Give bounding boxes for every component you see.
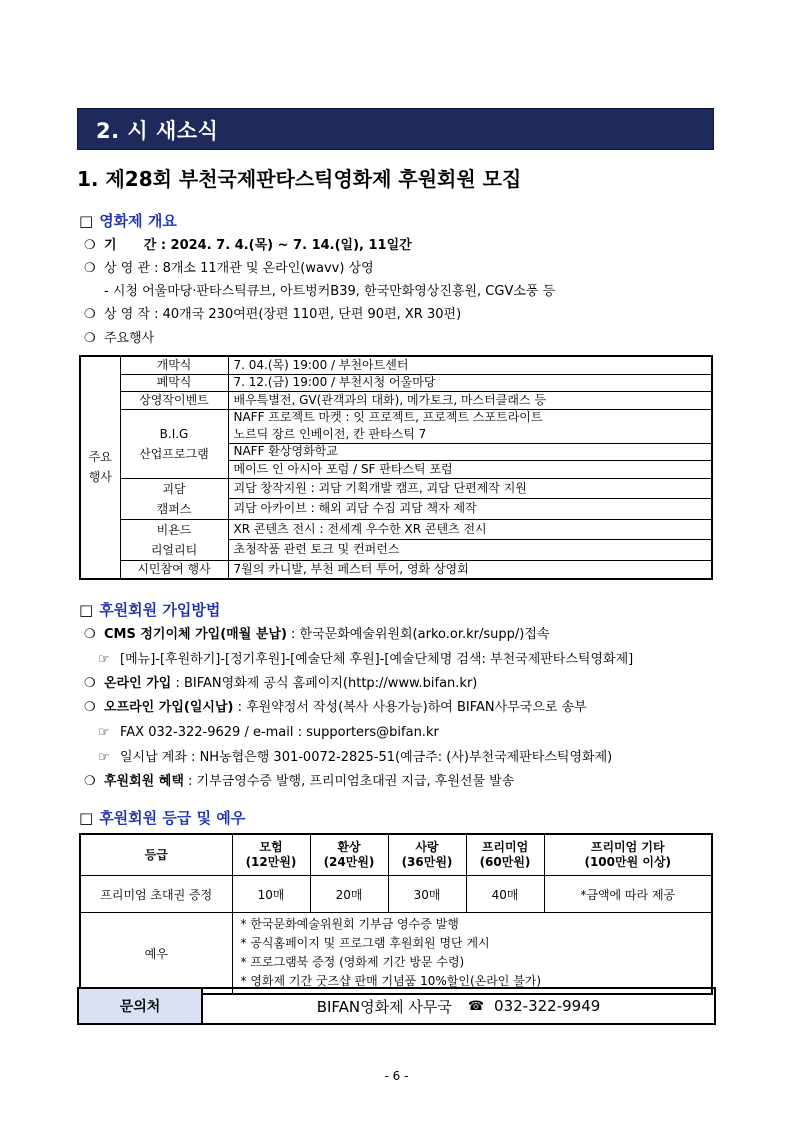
event-name: 개막식 <box>120 356 228 374</box>
event-detail: 노르딕 장르 인베이전, 칸 판타스틱 7 <box>228 426 712 443</box>
event-name <box>120 409 228 478</box>
row-label: 프리미엄 초대권 증정 <box>80 876 232 913</box>
table-row <box>80 560 712 579</box>
row-label: 예우 <box>80 913 232 995</box>
online-line: ❍ 온라인 가입 : BIFAN영화제 공식 홈페이지(http://www.bifan.kr) <box>84 676 478 691</box>
grade-name: 프리미엄 기타 <box>590 840 665 854</box>
event-name-line: 비욘드 <box>156 522 192 537</box>
table-cell: 40매 <box>466 876 544 913</box>
event-name: 상영작이벤트 <box>120 392 228 410</box>
grade-price: (12만원) <box>245 855 297 869</box>
event-name: 시민참여 행사 <box>120 560 228 579</box>
event-name-line: 캠퍼스 <box>156 501 192 516</box>
circle-bullet-icon: ❍ <box>84 774 96 789</box>
perks-cell <box>232 913 712 995</box>
event-name-line: 리얼리티 <box>150 542 198 557</box>
venue-line: ❍ 상 영 관 : 8개소 11개관 및 온라인(wavv) 상영 <box>84 261 374 276</box>
circle-bullet-icon: ❍ <box>84 627 96 642</box>
benefit-line: ❍ 후원회원 혜택 : 기부금영수증 발행, 프리미엄초대권 지급, 후원선물 발송 <box>84 774 515 789</box>
grade-price: (36만원) <box>401 855 453 869</box>
table-row <box>80 392 712 410</box>
perk-item: * 한국문화예술위원회 기부금 영수증 발행 <box>240 917 459 931</box>
grades-heading: □ 후원회원 등급 및 예우 <box>79 809 246 827</box>
venue-detail: - 시청 어울마당·판타스틱큐브, 아트벙커B39, 한국만화영상진흥원, CGV소풍 등 <box>104 284 556 299</box>
circle-bullet-icon: ❍ <box>84 676 96 691</box>
checkbox-square-icon: □ <box>79 212 94 230</box>
event-detail: NAFF 프로젝트 마켓 : 잇 프로젝트, 프로젝트 스포트라이트 <box>228 409 712 426</box>
column-header <box>388 834 466 876</box>
table-cell: 10매 <box>232 876 310 913</box>
table-cell: *금액에 따라 제공 <box>544 876 712 913</box>
table-row <box>80 356 712 374</box>
contact-label: 문의처 <box>79 989 203 1023</box>
contact-phone: 032-322-9949 <box>494 997 601 1015</box>
grade-price: (100만원 이상) <box>584 855 672 869</box>
table-row <box>80 913 712 995</box>
page-number: - 6 - <box>384 1069 409 1083</box>
event-name <box>120 478 228 519</box>
event-detail: 7. 04.(목) 19:00 / 부천아트센터 <box>228 356 712 374</box>
perk-item: * 공식홈페이지 및 프로그램 후원회원 명단 게시 <box>240 936 490 950</box>
events-table <box>79 355 713 580</box>
event-name-line: 산업프로그램 <box>139 446 209 461</box>
event-detail: 배우특별전, GV(관객과의 대화), 메가토크, 마스터클래스 등 <box>228 392 712 410</box>
grades-table <box>79 833 713 995</box>
table-row <box>80 478 712 499</box>
event-name-line: 괴담 <box>162 481 186 496</box>
pointing-hand-icon: ☞ <box>98 750 110 765</box>
grade-price: (60만원) <box>479 855 531 869</box>
table-row <box>80 374 712 392</box>
column-header <box>544 834 712 876</box>
event-detail: 초청작품 관련 토크 및 컨퍼런스 <box>228 539 712 560</box>
events-line: ❍ 주요행사 <box>84 331 155 346</box>
period-line: ❍ 기 간 : 2024. 7. 4.(목) ~ 7. 14.(일), 11일간 <box>84 238 412 253</box>
event-detail: 괴담 아카이브 : 해외 괴담 수집 괴담 책자 제작 <box>228 499 712 520</box>
grade-name: 사랑 <box>415 840 439 854</box>
event-detail: 7. 12.(금) 19:00 / 부천시청 어울마당 <box>228 374 712 392</box>
grade-name: 환상 <box>337 840 361 854</box>
perk-item: * 프로그램북 증정 (영화제 기간 방문 수령) <box>240 955 465 969</box>
article-title: 1. 제28회 부천국제판타스틱영화제 후원회원 모집 <box>77 167 522 191</box>
circle-bullet-icon: ❍ <box>84 331 96 346</box>
circle-bullet-icon: ❍ <box>84 261 96 276</box>
grade-price: (24만원) <box>323 855 375 869</box>
event-detail: 괴담 창작지원 : 괴담 기획개발 캠프, 괴담 단편제작 지원 <box>228 478 712 499</box>
contact-box <box>77 987 716 1025</box>
cms-path-line: ☞ [메뉴]-[후원하기]-[정기후원]-[예술단체 후원]-[예술단체명 검색: 부천국제판타스틱영화제] <box>98 652 634 667</box>
fax-line: ☞ FAX 032-322-9629 / e-mail : supporters@bifan.kr <box>98 725 439 740</box>
account-line: ☞ 일시납 계좌 : NH농협은행 301-0072-2825-51(예금주: (사)부천국제판타스틱영화제) <box>98 750 613 765</box>
contact-value <box>203 989 714 1023</box>
offline-line: ❍ 오프라인 가입(일시납) : 후원약정서 작성(복사 사용가능)하여 BIFAN사무국으로 송부 <box>84 700 587 715</box>
table-row <box>80 519 712 539</box>
checkbox-square-icon: □ <box>79 601 94 619</box>
column-header: 등급 <box>80 834 232 876</box>
events-group-label: 주요 행사 <box>80 356 120 579</box>
event-name <box>120 519 228 560</box>
cms-line: ❍ CMS 정기이체 가입(매월 분납) : 한국문화예술위원회(arko.or.kr/supp/)접속 <box>84 627 550 642</box>
pointing-hand-icon: ☞ <box>98 725 110 740</box>
films-line: ❍ 상 영 작 : 40개국 230여편(장편 110편, 단편 90편, XR 30편) <box>84 307 462 322</box>
table-row <box>80 834 712 876</box>
event-name-line: B.I.G <box>159 426 189 441</box>
perk-item: * 영화제 기간 굿즈샵 판매 기념품 10%할인(온라인 불가) <box>240 974 542 988</box>
grade-name: 프리미엄 <box>481 840 529 854</box>
event-detail: XR 콘텐츠 전시 : 전세계 우수한 XR 콘텐츠 전시 <box>228 519 712 539</box>
circle-bullet-icon: ❍ <box>84 307 96 322</box>
circle-bullet-icon: ❍ <box>84 238 96 253</box>
section-title: 2. 시 새소식 <box>96 119 219 143</box>
event-detail: 메이드 인 아시아 포럼 / SF 판타스틱 포럼 <box>228 461 712 479</box>
table-row <box>80 876 712 913</box>
join-heading: □ 후원회원 가입방법 <box>79 601 221 619</box>
contact-name: BIFAN영화제 사무국 <box>316 997 452 1016</box>
column-header <box>466 834 544 876</box>
table-cell: 30매 <box>388 876 466 913</box>
column-header <box>232 834 310 876</box>
table-row <box>80 409 712 426</box>
circle-bullet-icon: ❍ <box>84 700 96 715</box>
phone-icon: ☎ <box>467 998 485 1014</box>
table-cell: 20매 <box>310 876 388 913</box>
overview-heading: □ 영화제 개요 <box>79 212 177 230</box>
event-detail: NAFF 환상영화학교 <box>228 443 712 461</box>
event-detail: 7월의 카니발, 부천 페스터 투어, 영화 상영회 <box>228 560 712 579</box>
pointing-hand-icon: ☞ <box>98 652 110 667</box>
checkbox-square-icon: □ <box>79 809 94 827</box>
section-banner <box>77 108 714 150</box>
column-header <box>310 834 388 876</box>
event-name: 폐막식 <box>120 374 228 392</box>
grade-name: 모험 <box>259 840 283 854</box>
